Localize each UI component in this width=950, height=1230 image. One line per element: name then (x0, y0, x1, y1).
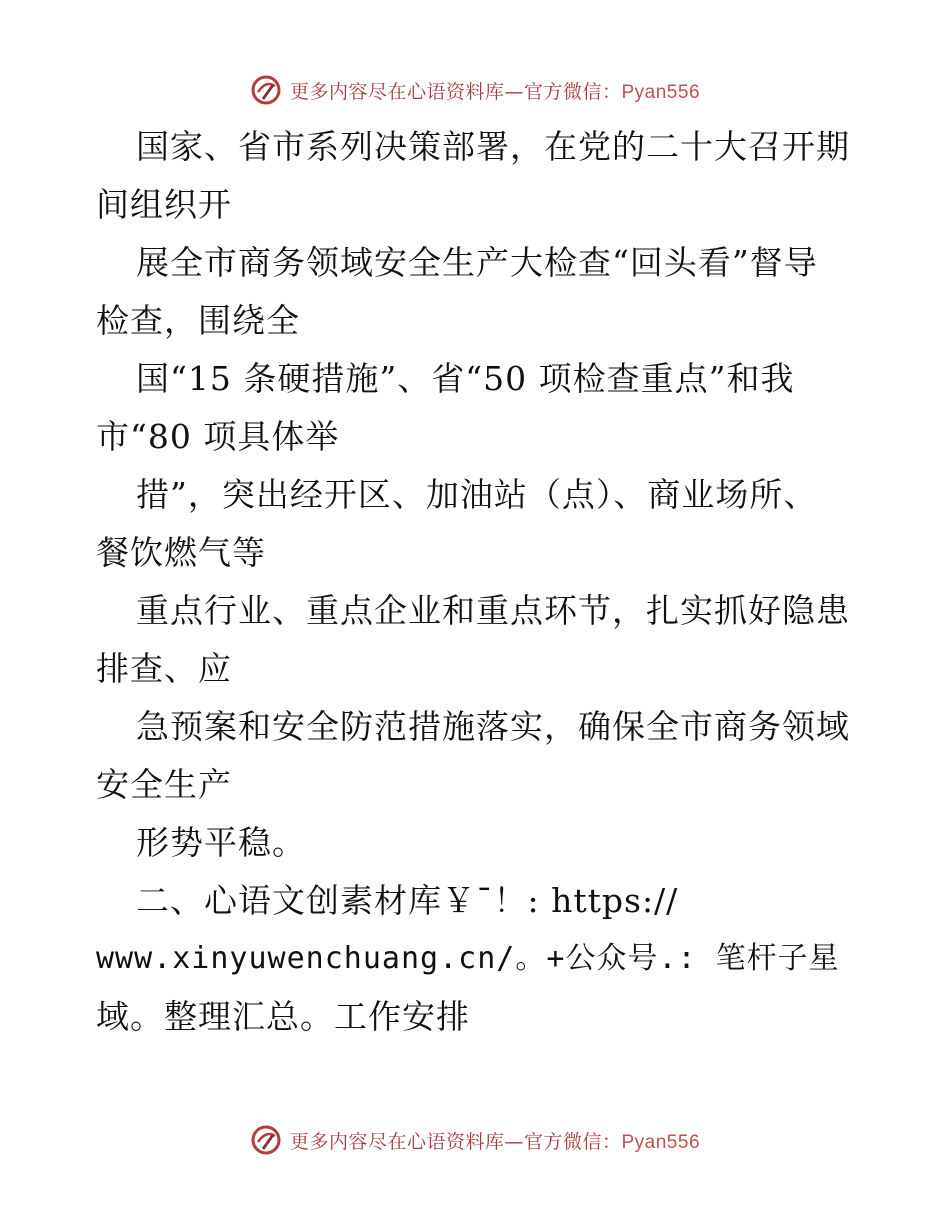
paragraph-line: 检查，围绕全 (96, 301, 300, 340)
page-footer (0, 1120, 950, 1160)
header-wechat-id: Pyan556 (621, 81, 701, 103)
paragraph-line: 急预案和安全防范措施落实，确保全市商务领域 (136, 707, 850, 746)
brand-logo-icon (250, 1124, 282, 1156)
paragraph-line: 餐饮燃气等 (96, 533, 266, 572)
page-header (0, 70, 950, 110)
paragraph-line: 间组织开 (96, 185, 232, 224)
paragraph-line: 市“80 项具体举 (96, 417, 340, 456)
paragraph-line: 安全生产 (96, 765, 232, 804)
paragraph-line: 措”，突出经开区、加油站（点）、商业场所、 (136, 475, 818, 514)
paragraph-line: 排查、应 (96, 649, 232, 688)
brand-logo-icon (250, 74, 282, 106)
paragraph-line: 国“15 条硬措施”、省“50 项检查重点”和我 (136, 359, 795, 398)
header-brand-text: 更多内容尽在心语资料库—官方微信：Pyan556 (289, 80, 701, 103)
footer-brand-text: 更多内容尽在心语资料库—官方微信：Pyan556 (289, 1130, 701, 1153)
footer-wechat-id: Pyan556 (621, 1131, 701, 1153)
paragraph-line: 二、心语文创素材库￥¯！: https:// (136, 881, 679, 920)
paragraph-line: 域。整理汇总。工作安排 (96, 997, 470, 1036)
paragraph-line: 重点行业、重点企业和重点环节，扎实抓好隐患 (136, 591, 850, 630)
document-body (96, 118, 856, 1046)
paragraph-line: 展全市商务领域安全生产大检查“回头看”督导 (136, 243, 818, 282)
paragraph-line: 形势平稳。 (136, 823, 306, 862)
paragraph-line: 国家、省市系列决策部署，在党的二十大召开期 (136, 127, 850, 166)
url-line: www.xinyuwenchuang.cn/。+公众号.: 笔杆子星 (96, 941, 840, 976)
